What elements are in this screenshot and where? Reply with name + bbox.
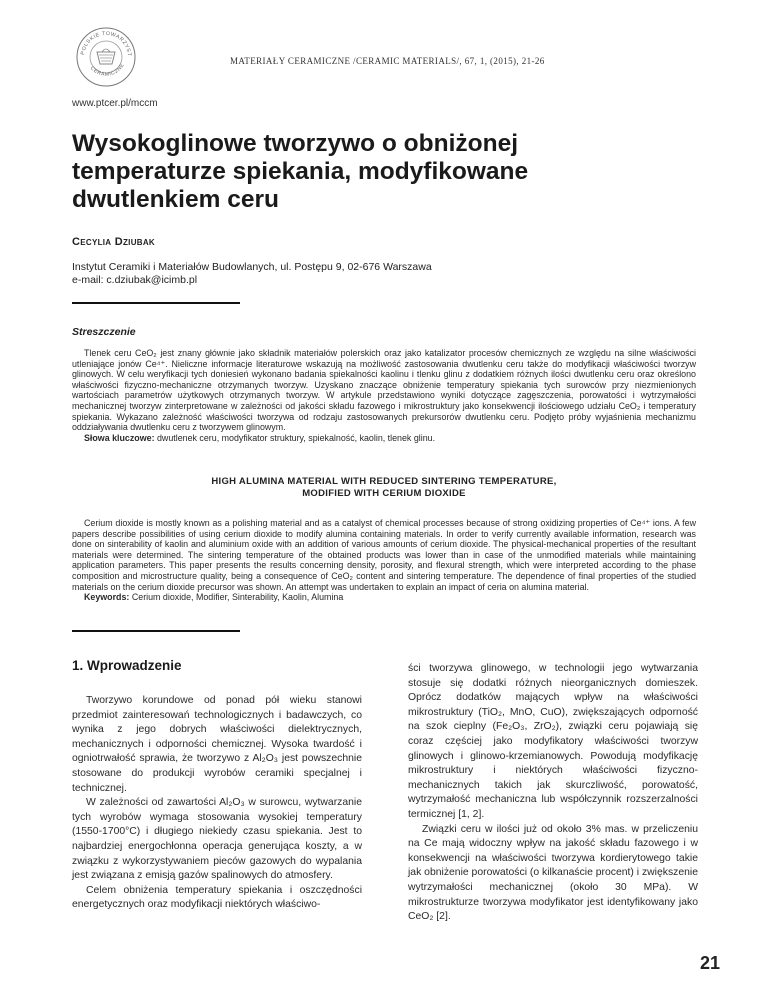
body-paragraph: Celem obniżenia temperatury spiekania i oszczędności energetycznych oraz modyfikacji niektórych właściwo- — [72, 884, 362, 911]
affiliation — [72, 261, 432, 287]
english-title — [72, 476, 696, 500]
page-number: 21 — [700, 953, 721, 973]
divider-rule — [72, 630, 240, 632]
keywords-polish — [72, 433, 696, 444]
society-seal-icon — [75, 26, 137, 88]
keywords-label: Keywords: — [84, 592, 130, 603]
abstract-polish-text: Tlenek ceru CeO₂ jest znany głównie jako składnik materiałów polerskich oraz jako katalizator procesów chemicznych ze względu na silne właściwości utleniające jonów Ce⁴⁺. Nieliczne informacje literaturowe wskazują na możliwość zastosowania dwutlenku ceru także do modyfikacji właściwości tworzyw glinowych. W celu weryfikacji tych doniesień wykonano badania spiekalności kaolinu i tlenku glinu z dodatkiem różnych ilości dwutlenku ceru oraz określono właściwości fizyczno-mechaniczne otrzymanych tworzyw. Uzyskano znaczące obniżenie temperatury spiekania tych surowców przy niezmienionych wartościach parametrów użytkowych otrzymanych tworzyw. W artykule przedstawiono wyniki dotyczące zagęszczenia, porowatości i wytrzymałości mechanicznej tworzyw zinterpretowane w zależności od jakości składu fazowego i mikrostruktury jako konsekwencji ilościowego udziału CeO₂ i temperatury spiekania. Wykazano zależność właściwości tworzywa od rodzaju zastosowanych prekursorów dwutlenku ceru. Podjęto próby wyjaśnienia mechanizmu oddziaływania dwutlenku ceru z tworzywem glinowym. — [72, 348, 696, 433]
english-title-line1: HIGH ALUMINA MATERIAL WITH REDUCED SINTERING TEMPERATURE, — [211, 476, 557, 487]
english-title-line2: MODIFIED WITH CERIUM DIOXIDE — [302, 488, 466, 499]
svg-text:CERAMICZNE: CERAMICZNE — [88, 62, 126, 78]
column-left — [72, 658, 362, 913]
journal-website-link[interactable]: www.ptcer.pl/mccm — [72, 98, 158, 109]
column-right — [408, 662, 698, 925]
author-name: Cecylia Dziubak — [72, 236, 155, 248]
svg-text:POLSKIE TOWARZYSTWO: POLSKIE TOWARZYST — [80, 30, 133, 57]
keywords-list: dwutlenek ceru, modyfikator struktury, spiekalność, kaolin, tlenek glinu. — [157, 432, 436, 443]
society-logo — [75, 26, 137, 88]
affiliation-email[interactable]: e-mail: c.dziubak@icimb.pl — [72, 274, 198, 286]
body-paragraph: Tworzywo korundowe od ponad pół wieku stanowi przedmiot zainteresowań technologicznych i badawczych, co wynika z jego dobrych właściwości dielektrycznych, mechanicznych i odporności chemicznej. Wysoka twardość i ogniotrwałość sprawia, że tworzywo z Al₂O₃ jest powszechnie stosowane do produkcji wyrobów ceramiki specjalnej i technicznej. — [72, 695, 362, 794]
affiliation-address: Instytut Ceramiki i Materiałów Budowlanych, ul. Postępu 9, 02-676 Warszawa — [72, 261, 432, 273]
abstract-polish — [72, 348, 696, 443]
abstract-english — [72, 518, 696, 603]
body-paragraph: ści tworzywa glinowego, w technologii jego wytwarzania stosuje się dodatki różnych nieorganicznych domieszek. Oprócz dodatków mających wpływ na właściwości mikrostruktury (TiO₂, MnO, CuO), zwiększających odporność na szok cieplny (Fe₂O₃, ZrO₂), związki ceru pojawiają się coraz częściej jako modyfikatory właściwości tworzyw glinowych i glinowo-krzemianowych. Powodują modyfikację mikrostruktury i niektórych właściwości fizyczno-mechanicznych takich jak skurczliwość, porowatość, wytrzymałość mechaniczna lub współczynnik rozszerzalności termicznej [1, 2]. — [408, 663, 698, 820]
divider-rule — [72, 302, 240, 304]
abstract-heading: Streszczenie — [72, 326, 136, 338]
paper-title: Wysokoglinowe tworzywo o obniżonej temperaturze spiekania, modyfikowane dwutlenkiem ceru — [72, 130, 529, 213]
keywords-list: Cerium dioxide, Modifier, Sinterability, Kaolin, Alumina — [131, 592, 344, 603]
body-paragraph: Związki ceru w ilości już od około 3% mas. w przeliczeniu na Ce mają widoczny wpływ na jakość składu fazowego i w konsekwencji na właściwości tworzywa kordierytowego takie jak obniżenie porowatości (o kilkanaście procent) i zwiększenie wytrzymałości mechanicznej (około 30 MPa). W mikrostrukturze tworzywa modyfikator jest identyfikowany jako CeO₂ [2]. — [408, 823, 698, 923]
body-paragraph: W zależności od zawartości Al₂O₃ w surowcu, wytwarzanie tych wyrobów wymaga stosowania wysokiej temperatury (1550-1700°C) i długiego niekiedy czasu spiekania. Jest to najbardziej energochłonna operacja generująca koszty, a w związku z wykorzystywaniem pieców gazowych do wypalania jest związana z emisją gazów spalinowych do atmosfery. — [72, 797, 362, 882]
journal-citation: MATERIAŁY CERAMICZNE /CERAMIC MATERIALS/, 67, 1, (2015), 21-26 — [230, 56, 545, 66]
abstract-english-text: Cerium dioxide is mostly known as a polishing material and as a catalyst of chemical processes because of strong oxidizing properties of Ce⁴⁺ ions. A few papers describe possibilities of using cerium dioxide to modify alumina containing materials. In order to verify currently available information, research was done on sinterability of kaolin and aluminium oxide with an addition of various amounts of cerium dioxide. The physical-mechanical properties of the resultant materials were determined. The sintering temperature of the obtained products was lower than in case of the unmodified materials while maintaining application parameters. This paper presents the results concerning density, porosity, and flexural strength, which were interpreted according to the phase composition and microstructure quality, being a consequence of CeO₂ content and sintering temperature. The dependence of final properties of the studied materials on the cerium dioxide precursor was shown. An attempt was undertaken to explain an impact of ceria on alumina material. — [72, 518, 696, 592]
keywords-english — [72, 592, 696, 603]
keywords-label: Słowa kluczowe: — [84, 432, 155, 443]
section-heading: 1. Wprowadzenie — [72, 658, 182, 673]
